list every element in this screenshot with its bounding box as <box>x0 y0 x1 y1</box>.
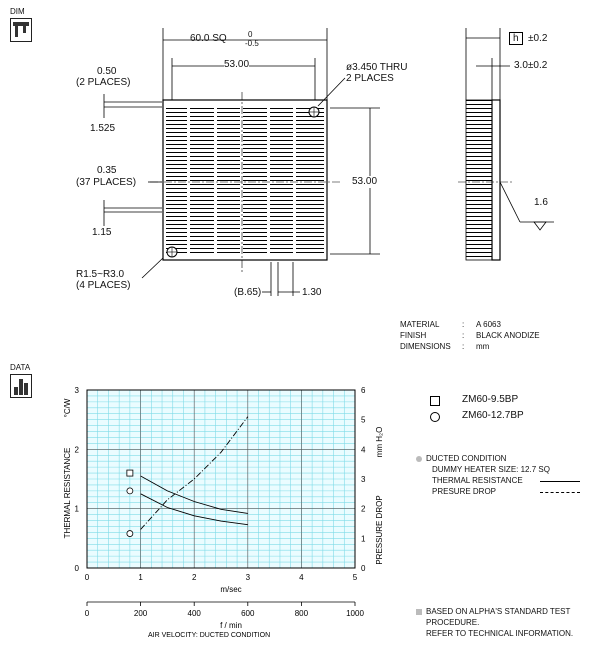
spec-material-key: MATERIAL <box>400 320 440 329</box>
spec-dimensions-key: DIMENSIONS <box>400 342 451 351</box>
marker-circle <box>127 488 133 494</box>
marker-square <box>127 470 133 476</box>
legend-square-label: ZM60-9.5BP <box>462 394 519 405</box>
note-line-3: REFER TO TECHNICAL INFORMATION. <box>426 629 574 638</box>
fin-a-1: 0.50 <box>97 66 117 77</box>
x2-tick-label: 400 <box>187 609 201 618</box>
x2-tick-label: 600 <box>241 609 255 618</box>
y-left-unit-label: °C/W <box>63 398 72 418</box>
legend-thermal-line <box>540 481 580 482</box>
chart-grid <box>87 390 355 568</box>
y-right-tick-label: 4 <box>361 445 366 455</box>
width-dim: 60.0 SQ <box>190 33 227 44</box>
fin-b-1: 0.35 <box>97 165 117 176</box>
spec-sep-1: : <box>462 320 465 329</box>
x-tick-label: 5 <box>352 573 358 582</box>
chart-caption: AIR VELOCITY: DUCTED CONDITION <box>148 632 271 639</box>
base-b: 1.15 <box>92 227 112 238</box>
spec-sep-2: : <box>462 331 465 340</box>
data-section-label: DATA <box>10 363 31 372</box>
y-left-tick-label: 3 <box>74 386 79 395</box>
base-thickness: 3.0±0.2 <box>514 60 548 71</box>
spec-sep-3: : <box>462 342 465 351</box>
legend-circle-label: ZM60-12.7BP <box>462 410 524 421</box>
hole-note-2: 2 PLACES <box>346 73 394 84</box>
y-left-axis-label: THERMAL RESISTANCE <box>63 447 72 539</box>
y-right-axis-label: PRESSURE DROP <box>375 495 384 565</box>
legend-pressure: PRESURE DROP <box>432 487 497 496</box>
width-tol-top: 0 <box>248 30 253 39</box>
note-line-2: PROCEDURE. <box>426 618 480 627</box>
fin-a-2: (2 PLACES) <box>76 77 131 88</box>
y-right-tick-label: 0 <box>361 564 366 573</box>
y-right-unit-label: mm H₂O <box>375 426 384 458</box>
legend-condition: DUCTED CONDITION <box>426 454 507 463</box>
x2-tick-label: 800 <box>294 609 309 618</box>
y-right-tick-label: 5 <box>361 415 366 425</box>
x2-axis-label: f / min <box>220 621 242 630</box>
spec-finish-key: FINISH <box>400 331 427 340</box>
y-right-tick-label: 1 <box>361 534 366 544</box>
x2-tick-label: 200 <box>133 609 148 618</box>
height-box: h <box>509 32 523 45</box>
height-tol: ±0.2 <box>528 33 548 44</box>
x-tick-label: 0 <box>84 573 90 582</box>
pitch-b-dim: 1.30 <box>302 287 322 298</box>
note-line-1: BASED ON ALPHA'S STANDARD TEST <box>426 607 571 616</box>
y-right-tick-label: 3 <box>361 475 366 484</box>
bullet-icon <box>416 456 422 462</box>
legend-circle-marker <box>430 412 440 422</box>
y-left-tick-label: 1 <box>74 504 79 514</box>
radius-1: R1.5~R3.0 <box>76 269 125 280</box>
legend-pressure-line <box>540 492 580 494</box>
spec-dimensions-val: mm <box>476 342 490 351</box>
fin-b-2: (37 PLACES) <box>76 177 137 188</box>
y-left-tick-label: 2 <box>74 445 79 455</box>
x-axis-label: m/sec <box>220 585 242 594</box>
spec-finish-val: BLACK ANODIZE <box>476 331 540 340</box>
square-bullet-icon <box>416 609 422 615</box>
legend-heater: DUMMY HEATER SIZE: 12.7 SQ <box>432 465 550 474</box>
legend-square-marker <box>430 396 440 406</box>
x2-tick-label: 1000 <box>346 609 364 618</box>
x2-tick-label: 0 <box>84 609 90 618</box>
y-right-tick-label: 2 <box>361 504 366 514</box>
radius-2: (4 PLACES) <box>76 280 131 291</box>
hole-note-1: ø3.450 THRU <box>346 62 408 73</box>
marker-circle <box>127 531 133 537</box>
side-dim: 53.00 <box>352 176 378 187</box>
base-a: 1.525 <box>90 123 116 134</box>
dim-section-label: DIM <box>10 7 25 16</box>
pitch-dim: (B.65) <box>234 287 262 298</box>
surface-finish: 1.6 <box>534 197 548 208</box>
x-tick-label: 4 <box>299 573 304 582</box>
x-tick-label: 2 <box>191 573 197 582</box>
x-tick-label: 1 <box>138 573 143 582</box>
y-right-tick-label: 6 <box>361 386 366 395</box>
legend-thermal: THERMAL RESISTANCE <box>432 476 523 485</box>
x-tick-label: 3 <box>245 573 251 582</box>
width-tol-bottom: -0.5 <box>245 39 259 48</box>
y-left-tick-label: 0 <box>74 564 79 573</box>
spec-material-val: A 6063 <box>476 320 501 329</box>
inner-dim: 53.00 <box>224 59 250 70</box>
